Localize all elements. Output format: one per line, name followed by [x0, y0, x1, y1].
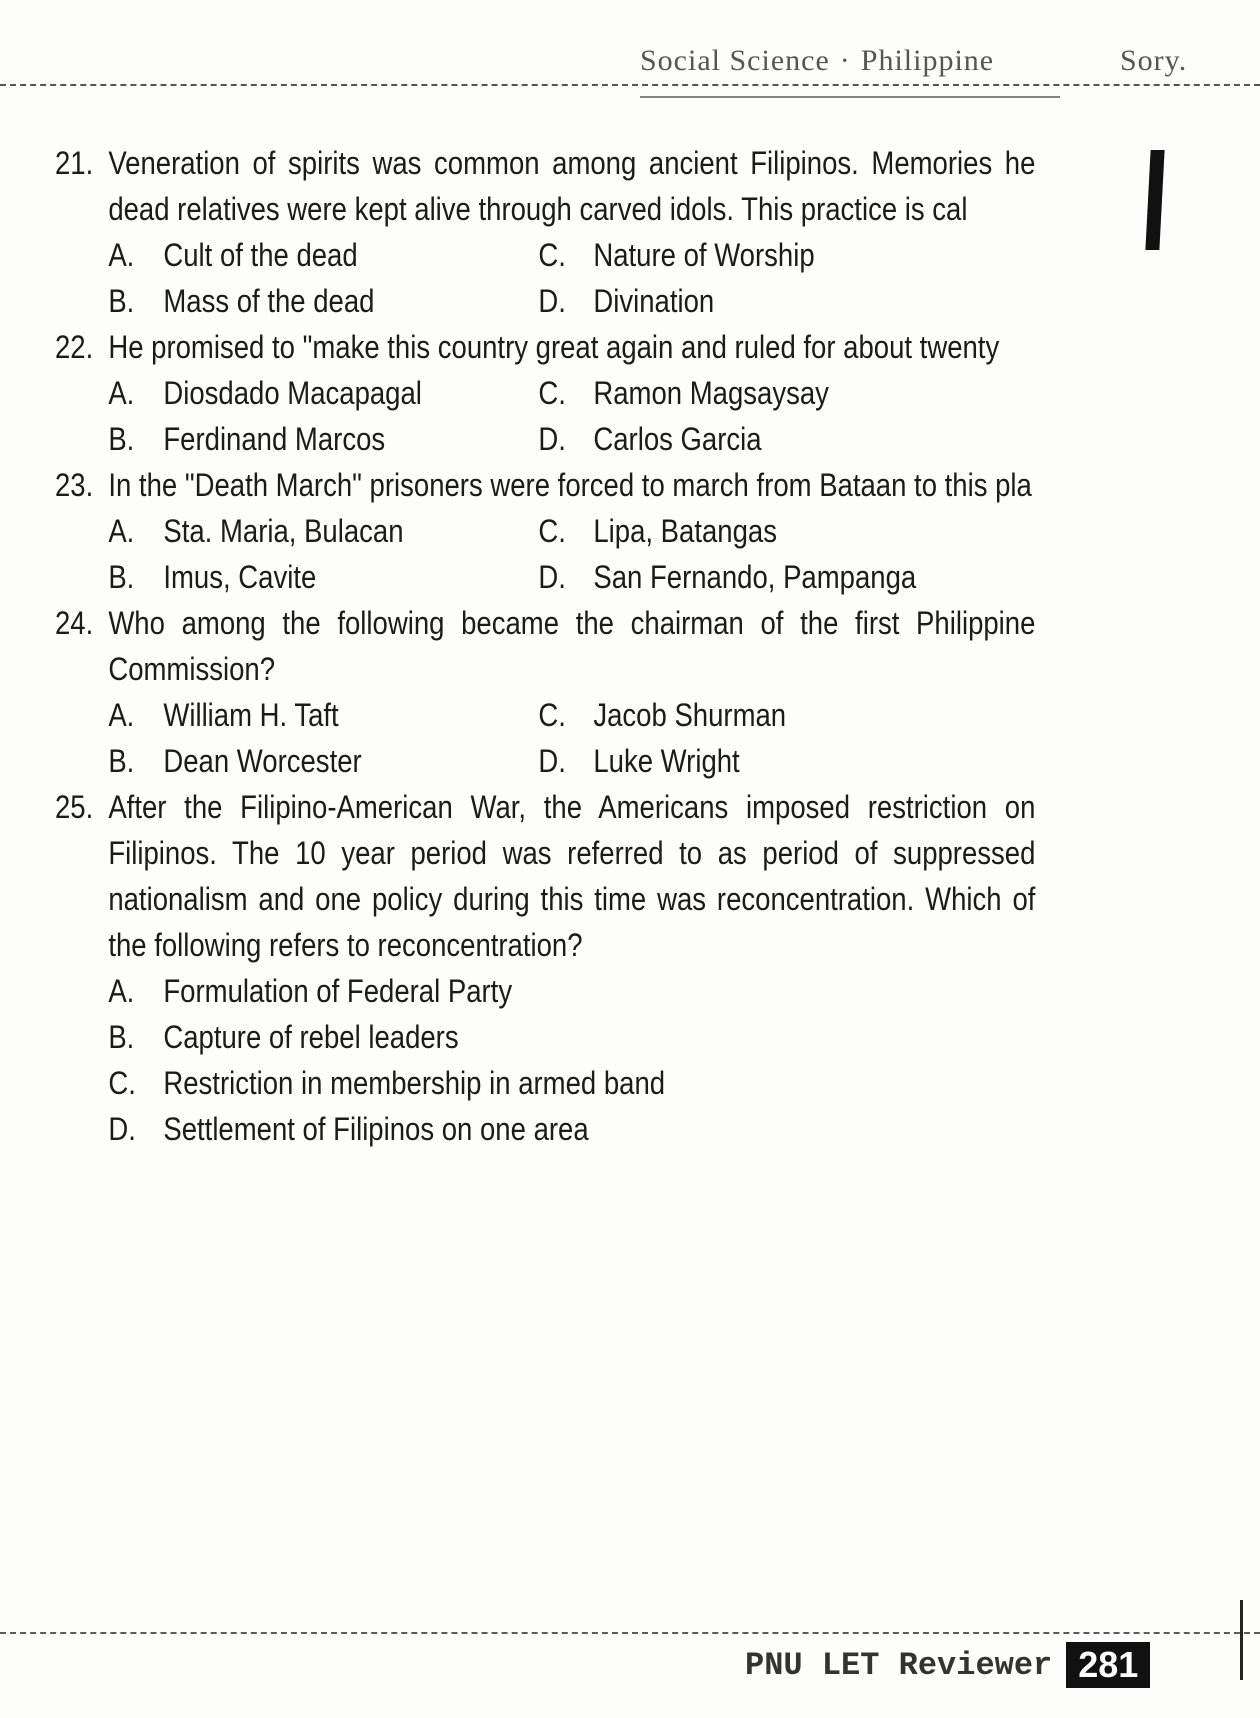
choice-letter: C. [538, 375, 566, 411]
question-stem [55, 462, 1035, 508]
answer-choice [108, 1106, 968, 1152]
header-page-ref: Sory. [1120, 44, 1188, 77]
question-text: In the "Death March" prisoners were forced to march from Bataan to this pla [108, 467, 1032, 503]
choice-text: Luke Wright [593, 743, 740, 779]
answer-choice [538, 416, 968, 462]
choice-letter: B. [108, 559, 135, 595]
running-header [640, 44, 1188, 78]
choice-letter: C. [108, 1065, 136, 1101]
answer-choice [108, 1060, 968, 1106]
choice-letter: B. [108, 283, 135, 319]
choice-text: Settlement of Filipinos on one area [163, 1111, 589, 1147]
question [55, 324, 1035, 462]
choice-text: Formulation of Federal Party [163, 973, 513, 1009]
answer-choice [538, 232, 968, 278]
choice-list [108, 968, 1035, 1152]
choice-text: Cult of the dead [163, 237, 358, 273]
answer-choice [108, 370, 538, 416]
choice-letter: D. [538, 283, 566, 319]
question-stem [55, 600, 1035, 692]
choice-text: Carlos Garcia [593, 421, 762, 457]
choice-text: Ferdinand Marcos [163, 421, 386, 457]
choice-letter: C. [538, 513, 566, 549]
question [55, 600, 1035, 784]
choice-text: Dean Worcester [163, 743, 362, 779]
answer-choice [538, 370, 968, 416]
answer-choice [538, 554, 968, 600]
header-rule [0, 84, 1260, 86]
question-list [55, 140, 1035, 1152]
question [55, 140, 1035, 324]
question-number: 21. [55, 145, 94, 181]
choice-letter: A. [108, 697, 135, 733]
choice-text: Restriction in membership in armed band [163, 1065, 666, 1101]
question-stem [55, 784, 1035, 968]
choice-text: Lipa, Batangas [593, 513, 777, 549]
choice-text: William H. Taft [163, 697, 339, 733]
choice-text: Mass of the dead [163, 283, 375, 319]
question-stem [55, 324, 1035, 370]
question-number: 23. [55, 467, 94, 503]
question-stem [55, 140, 1035, 232]
page-footer [745, 1642, 1150, 1688]
choice-letter: D. [538, 421, 566, 457]
choice-letter: A. [108, 973, 135, 1009]
question-text: Veneration of spirits was common among ancient Filipinos. Memories he dead relatives were kept alive through carved idols. This practice is cal [108, 145, 1036, 227]
question-number: 22. [55, 329, 94, 365]
scan-ink-mark [1145, 150, 1164, 250]
answer-choice [108, 1014, 968, 1060]
answer-choice [108, 968, 968, 1014]
choice-letter: D. [538, 559, 566, 595]
question-number: 25. [55, 789, 94, 825]
answer-choice [108, 508, 538, 554]
answer-choice [538, 508, 968, 554]
question-text: He promised to "make this country great again and ruled for about twenty [108, 329, 1000, 365]
answer-choice [538, 692, 968, 738]
header-subject: Philippine [860, 44, 995, 77]
choice-text: Imus, Cavite [163, 559, 317, 595]
choice-list [108, 508, 1035, 600]
choice-text: Sta. Maria, Bulacan [163, 513, 404, 549]
choice-letter: D. [108, 1111, 136, 1147]
choice-letter: D. [538, 743, 566, 779]
question-text: Who among the following became the chairman of the first Philippine Commission? [108, 605, 1036, 687]
question [55, 462, 1035, 600]
page-number: 281 [1066, 1642, 1150, 1688]
choice-list [108, 232, 1035, 324]
choice-text: Divination [593, 283, 715, 319]
footer-rule [0, 1632, 1260, 1634]
question [55, 784, 1035, 1152]
footer-title: PNU LET Reviewer [745, 1646, 1053, 1684]
answer-choice [538, 738, 968, 784]
choice-text: Capture of rebel leaders [163, 1019, 459, 1055]
choice-text: San Fernando, Pampanga [593, 559, 917, 595]
answer-choice [538, 278, 968, 324]
header-separator: · [839, 44, 851, 77]
answer-choice [108, 554, 538, 600]
choice-letter: B. [108, 743, 135, 779]
question-number: 24. [55, 605, 94, 641]
answer-choice [108, 232, 538, 278]
choice-letter: A. [108, 237, 135, 273]
answer-choice [108, 738, 538, 784]
choice-text: Diosdado Macapagal [163, 375, 422, 411]
scan-edge-bar [1240, 1600, 1243, 1680]
choice-text: Ramon Magsaysay [593, 375, 829, 411]
header-section: Social Science [640, 44, 830, 77]
choice-letter: B. [108, 1019, 135, 1055]
choice-letter: C. [538, 697, 566, 733]
choice-text: Nature of Worship [593, 237, 815, 273]
choice-letter: B. [108, 421, 135, 457]
question-text: After the Filipino-American War, the Americans imposed restriction on Filipinos. The 10 year period was referred to as period of suppressed nationalism and one policy during this time was reconcentration. Which of the following refers to reconcentration? [108, 789, 1036, 963]
choice-list [108, 370, 1035, 462]
header-underline [640, 96, 1060, 98]
answer-choice [108, 278, 538, 324]
choice-letter: A. [108, 513, 135, 549]
answer-choice [108, 692, 538, 738]
choice-list [108, 692, 1035, 784]
choice-letter: A. [108, 375, 135, 411]
choice-letter: C. [538, 237, 566, 273]
answer-choice [108, 416, 538, 462]
choice-text: Jacob Shurman [593, 697, 787, 733]
